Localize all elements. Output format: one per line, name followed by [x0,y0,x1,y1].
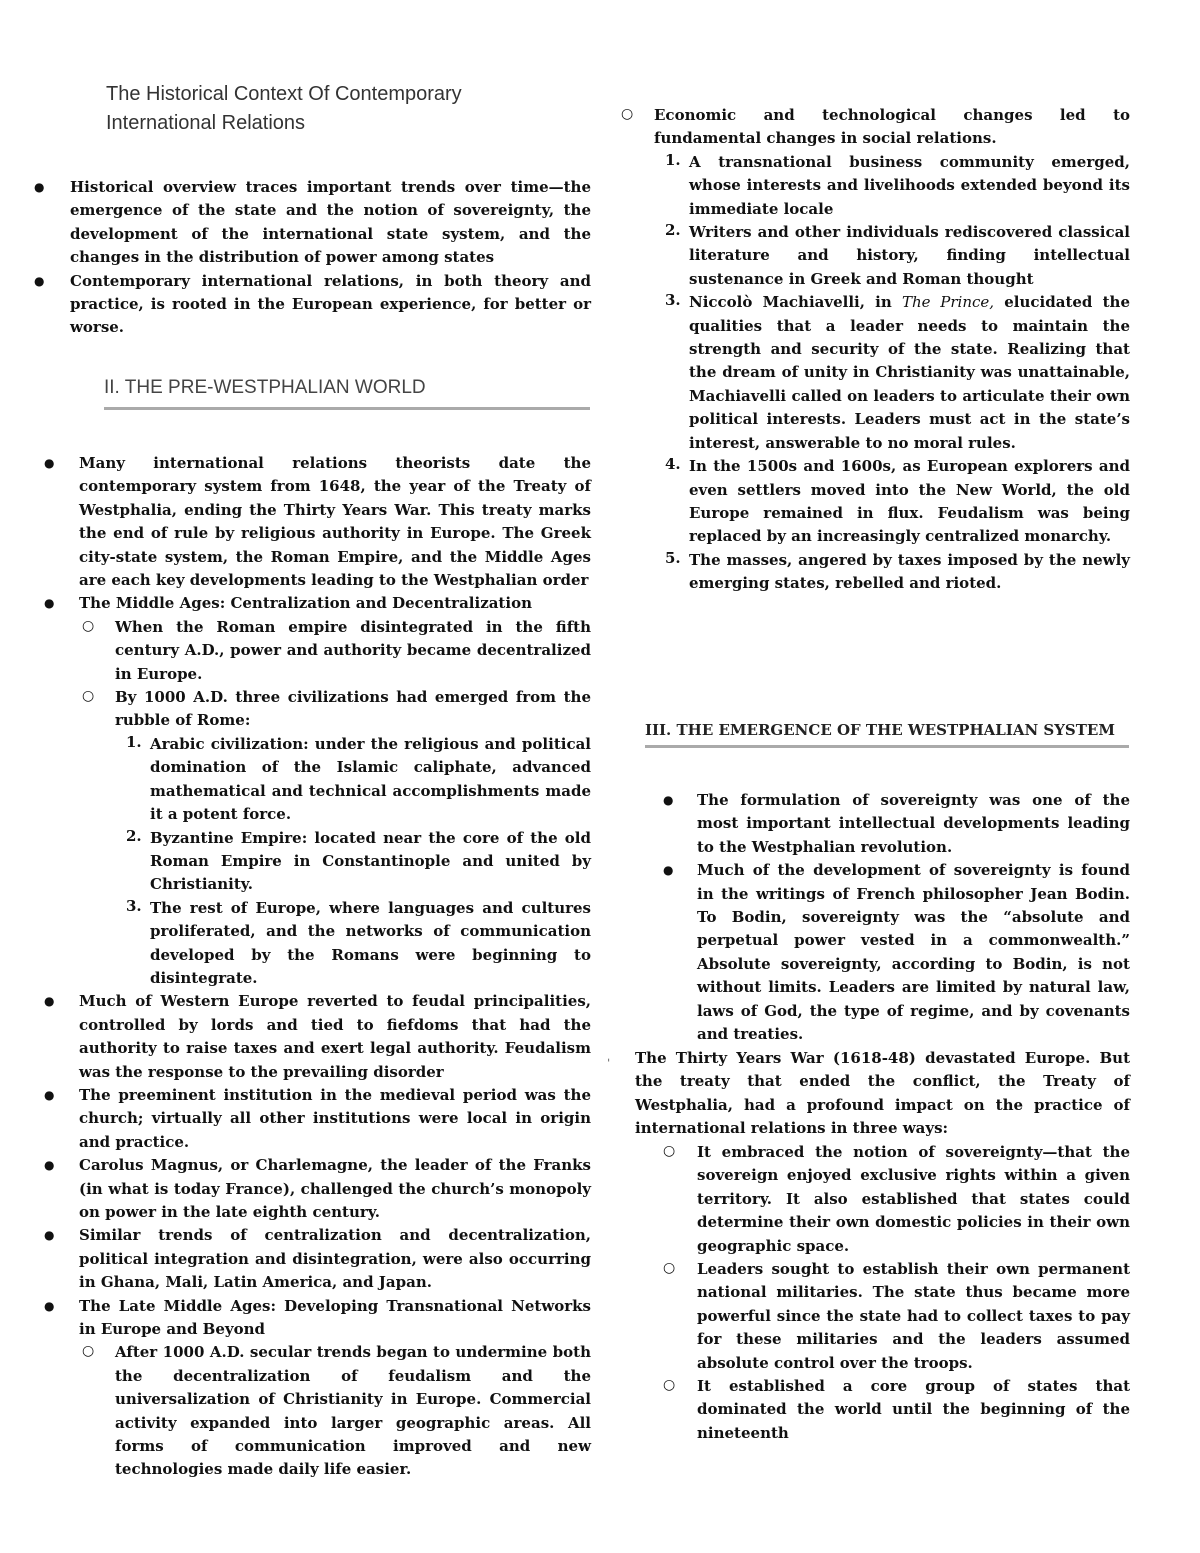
section-heading-westphalian-system: III. THE EMERGENCE OF THE WESTPHALIAN SYSTEM [645,721,1129,748]
late-middle-ages-heading: The Late Middle Ages: Developing Transnational Networks in Europe and Beyond [79,1296,591,1339]
list-item [665,221,1130,291]
list-item [44,1154,591,1224]
thirty-years-war-text: The Thirty Years War (1618-48) devastated Europe. But the treaty that ended the conflict, the Treaty of Westphalia, had a profound impact on the practice of international relations in three ways: [635,1049,1130,1138]
bullet-marker: ● [34,180,45,194]
bullet-marker: ● [663,793,674,807]
change-5: The masses, angered by taxes imposed by the newly emerging states, rebelled and rioted. [689,550,1130,593]
list-item [126,896,591,991]
late-middle-ages-sub-1: After 1000 A.D. secular trends began to undermine both the decentralization of feudalism and the universalization of Christianity in Europe. Commercial activity expanded into larger geographic areas. All forms of communication improved and new technologies made daily life easier. [115,1343,591,1479]
bullet-marker: ● [44,1298,55,1313]
list-item [44,1084,591,1154]
number-marker: 3. [665,291,681,310]
change-4: In the 1500s and 1600s, as European explorers and even settlers moved into the New World, the old Europe remained in flux. Feudalism was being replaced by an increasingly centralized monarchy. [689,457,1130,546]
bullet-marker: ● [44,596,55,611]
change-1: A transnational business community emerged, whose interests and livelihoods extended beyond its immediate locale [689,152,1130,218]
list-item [82,1341,591,1481]
document-title [106,80,462,138]
feudalism-text: Much of Western Europe reverted to feudal principalities, controlled by lords and tied to fiefdoms that had the authority to raise taxes and exert legal authority. Feudalism was the response to the prevailing disorder [79,992,591,1081]
bullet-marker: ● [44,1158,55,1173]
social-relations-text: Economic and technological changes led to fundamental changes in social relations. [654,106,1130,148]
number-marker: 3. [126,896,142,915]
intro-text-2: Contemporary international relations, in both theory and practice, is rooted in the European experience, for better or worse. [70,271,591,337]
way-1: It embraced the notion of sovereignty—that the sovereign enjoyed exclusive rights within a given territory. It also established that states could determine their own domestic policies in their own geographic space. [697,1143,1130,1255]
circle-marker: ○ [82,1343,95,1360]
bullet-marker: ● [34,273,45,288]
number-marker: 5. [665,548,681,567]
charlemagne-text: Carolus Magnus, or Charlemagne, the leader of the Franks (in what is today France), challenged the church’s monopoly on power in the late eighth century. [79,1156,591,1221]
bullet-marker: ● [44,994,55,1009]
way-3: It established a core group of states that dominated the world until the beginning of the nineteenth [697,1377,1130,1442]
list-item [665,150,1130,221]
list-item [665,291,1130,455]
list-item [44,1224,591,1294]
list-item [82,616,591,686]
circle-marker: ○ [663,1260,676,1277]
list-item [665,455,1130,549]
change-2: Writers and other individuals rediscovered classical literature and history, finding intellectual sustenance in Greek and Roman thought [689,223,1130,288]
list-item [126,826,591,897]
list-item [665,548,1130,596]
middle-ages-heading: The Middle Ages: Centralization and Decentralization [79,594,532,613]
section2-list [44,452,591,1482]
list-item [663,1375,1130,1445]
change-3 [689,291,1130,455]
list-item [34,270,591,340]
sovereignty-text-1: The formulation of sovereignty was one of the most important intellectual developments leading to the Westphalian revolution. [697,791,1130,856]
church-text: The preeminent institution in the medieval period was the church; virtually all other institutions were local in origin and practice. [79,1085,591,1151]
civilization-3: The rest of Europe, where languages and cultures proliferated, and the networks of communication developed by the Romans were beginning to disintegrate. [150,898,591,987]
number-marker: 4. [665,455,681,474]
circle-marker: ○ [663,1377,676,1394]
bullet-marker: ● [44,1087,55,1102]
bodin-text: Much of the development of sovereignty is found in the writings of French philosopher Jean Bodin. To Bodin, sovereignty was the “absolute and perpetual power vested in a commonwealth.” Absolute sovereignty, according to Bodin, is not without limits. Leaders are limited by natural law, laws of God, the type of regime, and by covenants and treaties. [697,861,1130,1044]
bullet-marker: ● [44,1228,55,1243]
list-item [663,1258,1130,1375]
list-item [126,732,591,827]
circle-marker: ○ [82,617,95,634]
similar-trends-text: Similar trends of centralization and decentralization, political integration and disintegration, were also occurring in Ghana, Mali, Latin America, and Japan. [79,1226,591,1292]
list-item [44,990,591,1084]
list-item [621,104,1130,151]
number-marker: 1. [126,732,142,751]
circle-marker: ○ [82,688,95,705]
list-item [44,452,591,592]
bullet-marker: ● [663,863,674,878]
list-item [82,686,591,733]
circle-marker: ○ [663,1143,676,1159]
intro-text-1: Historical overview traces important trends over time—the emergence of the state and the notion of sovereignty, the development of the international state system, and the changes in the distribution of power among states [70,178,591,267]
title-line-2: International Relations [106,112,306,134]
book-title-the-prince: The Prince, [901,293,995,312]
circle-marker: ○ [621,106,634,122]
intro-list [34,176,591,340]
section2-text-1: Many international relations theorists date the contemporary system from 1648, the year of the Treaty of Westphalia, ending the Thirty Years War. This treaty marks the end of rule by religious authority in Europe. The Greek city-state system, the Roman Empire, and the Middle Ages are each key developments leading to the Westphalian order [79,454,591,590]
westphalia-ways-list [663,1141,1130,1445]
list-item [663,1141,1130,1258]
title-line-1: The Historical Context Of Contemporary [106,83,462,105]
change-3-rest: elucidated the qualities that a leader needs to maintain the strength and security of the state. Realizing that the dream of unity in Christianity was unattainable, Machiavelli called on leaders to articulate their own political interests. Leaders must act in the state’s interest, answerable to no moral rules. [689,293,1130,452]
way-2: Leaders sought to establish their own permanent national militaries. The state thus became more powerful since the state had to collect taxes to pay for these militaries and the leaders assumed absolute control over the troops. [697,1260,1130,1372]
change-3-lead: Niccolò Machiavelli, in [689,293,892,312]
number-marker: 1. [665,150,681,169]
civilization-1: Arabic civilization: under the religious and political domination of the Islamic caliphate, advanced mathematical and technical accomplishments made it a potent force. [150,734,591,824]
section3-list [663,789,1130,1046]
middle-ages-sub-1: When the Roman empire disintegrated in the fifth century A.D., power and authority became decentralized in Europe. [115,617,591,683]
number-marker: 2. [126,826,142,845]
list-item [44,592,591,615]
list-item [34,176,591,270]
bullet-marker: ● [44,456,55,470]
section-heading-pre-westphalian: II. THE PRE-WESTPHALIAN WORLD [104,377,590,410]
civilization-2: Byzantine Empire: located near the core of the old Roman Empire in Constantinople and united by Christianity. [150,828,591,894]
list-item [663,859,1130,1046]
middle-ages-sub-2: By 1000 A.D. three civilizations had emerged from the rubble of Rome: [115,688,591,730]
number-marker: 2. [665,221,681,240]
list-item [663,789,1130,859]
thirty-years-war-paragraph [607,1047,1130,1141]
list-item [44,1295,591,1342]
right-column-top [621,104,1130,596]
tick-marker: ˌ [607,1049,611,1063]
